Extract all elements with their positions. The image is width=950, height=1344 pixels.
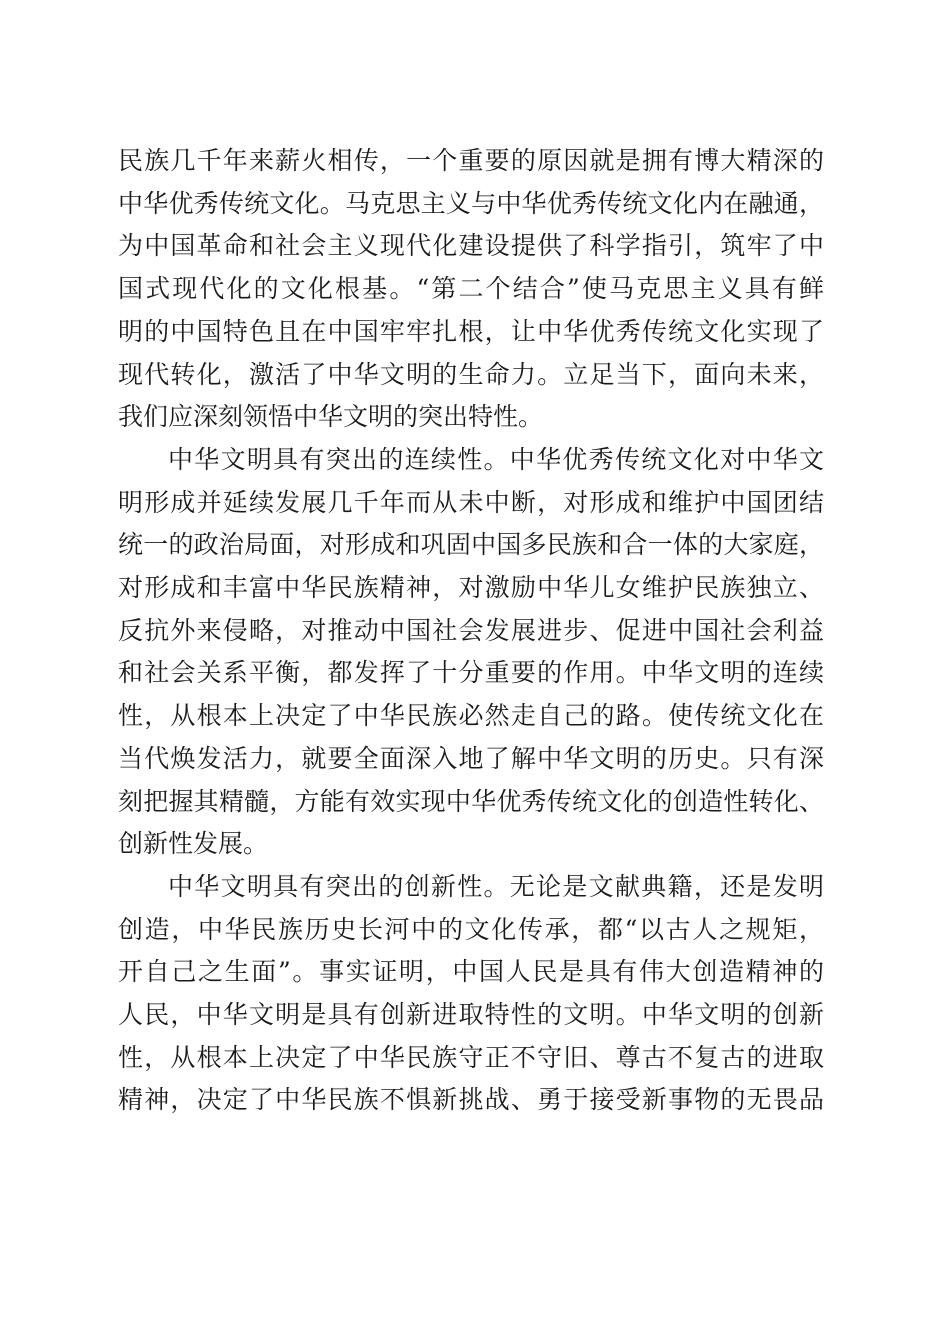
text-line: 性，从根本上决定了中华民族必然走自己的路。使传统文化在 — [118, 701, 824, 731]
text-line: 精神，决定了中华民族不惧新挑战、勇于接受新事物的无畏品 — [118, 1085, 824, 1115]
text-line: 中华优秀传统文化。马克思主义与中华优秀传统文化内在融通， — [118, 188, 824, 218]
document-body — [118, 140, 838, 1122]
text-line: 中华文明具有突出的创新性。无论是文献典籍，还是发明 — [168, 871, 824, 901]
text-line: 创造，中华民族历史长河中的文化传承，都“以古人之规矩， — [118, 914, 824, 944]
text-line: 民族几千年来薪火相传，一个重要的原因就是拥有博大精深的 — [118, 146, 824, 175]
text-line: 人民，中华文明是具有创新进取特性的文明。中华文明的创新 — [118, 1000, 824, 1030]
text-line: 国式现代化的文化根基。“第二个结合”使马克思主义具有鲜 — [118, 274, 824, 304]
text-line: 当代焕发活力，就要全面深入地了解中华文明的历史。只有深 — [118, 743, 824, 773]
text-line: 对形成和丰富中华民族精神，对激励中华儿女维护民族独立、 — [118, 573, 824, 603]
text-line: 创新性发展。 — [118, 829, 269, 859]
paragraph — [118, 439, 838, 866]
text-line: 和社会关系平衡，都发挥了十分重要的作用。中华文明的连续 — [118, 658, 824, 688]
paragraph — [118, 866, 838, 1122]
text-line: 为中国革命和社会主义现代化建设提供了科学指引，筑牢了中 — [118, 231, 824, 261]
text-line: 开自己之生面”。事实证明，中国人民是具有伟大创造精神的 — [118, 957, 824, 987]
paragraph — [118, 140, 838, 439]
text-line: 刻把握其精髓，方能有效实现中华优秀传统文化的创造性转化、 — [118, 786, 824, 816]
text-line: 中华文明具有突出的连续性。中华优秀传统文化对中华文 — [168, 444, 824, 474]
text-line: 性，从根本上决定了中华民族守正不守旧、尊古不复古的进取 — [118, 1042, 824, 1072]
text-line: 我们应深刻领悟中华文明的突出特性。 — [118, 402, 544, 432]
text-line: 反抗外来侵略，对推动中国社会发展进步、促进中国社会利益 — [118, 615, 824, 645]
text-line: 统一的政治局面，对形成和巩固中国多民族和合一体的大家庭， — [118, 530, 824, 560]
text-line: 明形成并延续发展几千年而从未中断，对形成和维护中国团结 — [118, 487, 824, 517]
text-line: 明的中国特色且在中国牢牢扎根，让中华优秀传统文化实现了 — [118, 316, 824, 346]
text-line: 现代转化，激活了中华文明的生命力。立足当下，面向未来， — [118, 359, 824, 389]
